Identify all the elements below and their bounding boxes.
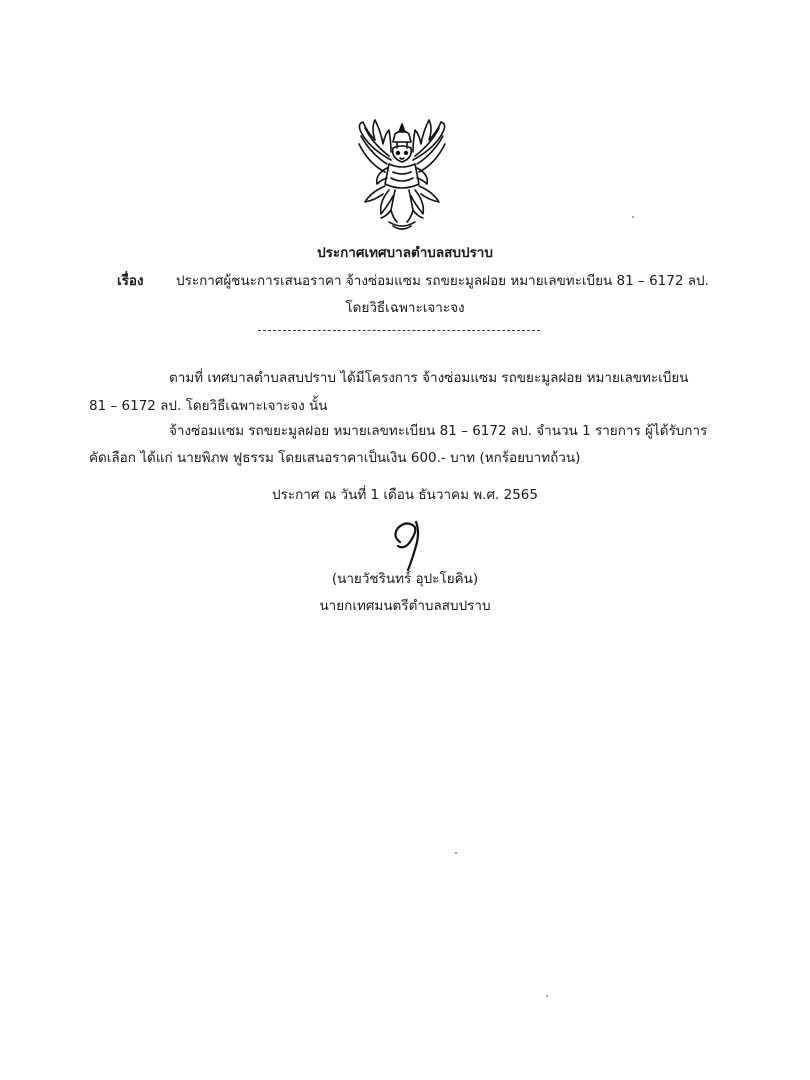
signer-position: นายกเทศมนตรีตำบลสบปราบ (319, 598, 491, 614)
subject-text-continued: โดยวิธีเฉพาะเจาะจง (345, 300, 465, 316)
announcement-date: ประกาศ ณ วันที่ 1 เดือน ธันวาคม พ.ศ. 2565 (272, 487, 538, 503)
document-title: ประกาศเทศบาลตำบลสบปราบ (317, 245, 493, 261)
handwritten-signature (386, 512, 438, 574)
signer-name: (นายวัชรินทร์ อุปะโยคิน) (331, 571, 479, 587)
subject-text: ประกาศผู้ชนะการเสนอราคา จ้างซ่อมแซม รถขยะมูลฝอย หมายเลขทะเบียน 81 – 6172 ลป. (176, 273, 709, 289)
paragraph-1-line-1: ตามที่ เทศบาลตำบลสบปราบ ได้มีโครงการ จ้างซ่อมแซม รถขยะมูลฝอย หมายเลขทะเบียน (169, 370, 689, 386)
paragraph-2-line-1: จ้างซ่อมแซม รถขยะมูลฝอย หมายเลขทะเบียน 81 – 6172 ลป. จำนวน 1 รายการ ผู้ได้รับการ (169, 423, 708, 439)
paragraph-2-line-2: คัดเลือก ได้แก่ นายพิภพ ฟูธรรม โดยเสนอราคาเป็นเงิน 600.- บาท (หกร้อยบาทถ้วน) (89, 450, 581, 466)
scan-speck (546, 995, 548, 997)
divider (258, 330, 540, 331)
scan-speck (455, 852, 457, 854)
garuda-emblem-icon (335, 118, 469, 234)
subject-label: เรื่อง (117, 273, 144, 289)
scan-speck (632, 216, 634, 218)
paragraph-1-line-2: 81 – 6172 ลป. โดยวิธีเฉพาะเจาะจง นั้น (89, 398, 328, 414)
